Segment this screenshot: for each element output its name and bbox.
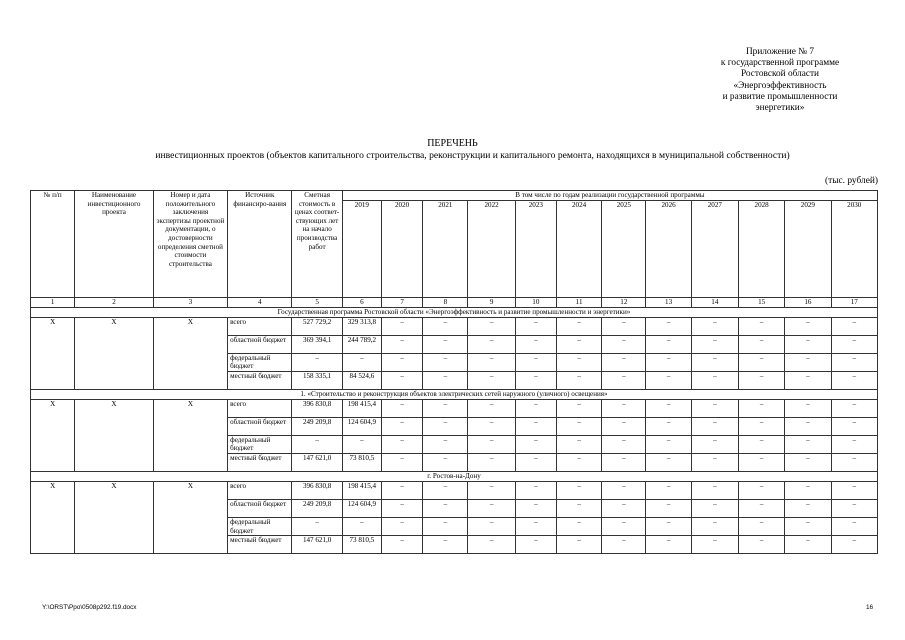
year-cell: – [831,536,877,554]
year-cell: – [381,499,422,517]
header-cost: Сметная стоимость в ценах соответ-ствующих лет на начало производства работ [292,191,342,298]
column-number: 8 [423,297,468,307]
year-cell: – [738,335,784,353]
year-cell: – [646,536,691,554]
year-cell: – [381,481,422,499]
year-cell: – [423,417,468,435]
year-cell: – [381,536,422,554]
year-cell: – [556,499,601,517]
year-cell: – [515,335,556,353]
year-cell: – [556,517,601,535]
year-cell: – [515,399,556,417]
source-cell: областной бюджет [228,335,292,353]
year-cell: – [691,499,738,517]
year-cell: – [556,417,601,435]
header-year-2029: 2029 [785,200,831,297]
source-cell: местный бюджет [228,536,292,554]
year-2019-cell: 329 313,8 [342,317,381,335]
year-cell: – [515,517,556,535]
cross-mark: Х [75,481,153,553]
header-year-2026: 2026 [646,200,691,297]
header-year-2030: 2030 [831,200,877,297]
year-cell: – [646,399,691,417]
year-cell: – [691,317,738,335]
year-cell: – [556,399,601,417]
source-cell: федеральный бюджет [228,353,292,371]
section-title: 1. «Строительство и реконструкция объектов электрических сетей наружного (уличного) освещения» [31,389,878,399]
document-subtitle: инвестиционных проектов (объектов капитального строительства, реконструкции и капитального ремонта, находящихся в муниципальной собственности) [155,150,790,161]
year-cell: – [602,317,646,335]
year-cell: – [785,335,831,353]
appendix-line: «Энергоэффективность [733,80,827,91]
year-cell: – [831,453,877,471]
header-expertise: Номер и дата положительного заключения экспертизы проектной документации, о достоверности определения сметной стоимости строительства [153,191,227,298]
header-year-2023: 2023 [515,200,556,297]
year-cell: – [515,481,556,499]
year-cell: – [738,317,784,335]
column-number: 9 [468,297,515,307]
year-cell: – [738,481,784,499]
year-cell: – [831,499,877,517]
source-cell: всего [228,317,292,335]
year-cell: – [691,536,738,554]
cross-mark: Х [153,317,227,389]
year-cell: – [646,499,691,517]
year-cell: – [556,335,601,353]
year-cell: – [515,353,556,371]
year-cell: – [785,435,831,453]
column-number: 15 [738,297,784,307]
year-cell: – [785,481,831,499]
column-number: 2 [75,297,153,307]
column-number: 13 [646,297,691,307]
year-cell: – [423,371,468,389]
cross-mark: Х [153,481,227,553]
cost-cell: – [292,353,342,371]
table-row [31,317,878,335]
units-label: (тыс. рублей) [824,176,878,186]
year-cell: – [646,481,691,499]
column-number: 16 [785,297,831,307]
year-cell: – [423,353,468,371]
year-cell: – [691,371,738,389]
year-cell: – [785,371,831,389]
year-2019-cell: 198 415,4 [342,481,381,499]
table-row [31,399,878,417]
cost-cell: – [292,517,342,535]
year-cell: – [423,435,468,453]
appendix-line: энергетики» [755,103,805,114]
year-2019-cell: 84 524,6 [342,371,381,389]
year-cell: – [381,435,422,453]
appendix-line: Приложение № 7 [745,47,815,57]
header-year-2021: 2021 [423,200,468,297]
year-cell: – [785,399,831,417]
year-2019-cell: – [342,517,381,535]
column-number: 5 [292,297,342,307]
year-cell: – [468,517,515,535]
year-cell: – [468,453,515,471]
cost-cell: 396 830,8 [292,399,342,417]
year-cell: – [381,353,422,371]
year-cell: – [602,536,646,554]
source-cell: всего [228,481,292,499]
year-cell: – [602,517,646,535]
year-cell: – [602,499,646,517]
year-cell: – [556,536,601,554]
source-cell: областной бюджет [228,499,292,517]
year-cell: – [602,353,646,371]
year-cell: – [602,371,646,389]
appendix-line: Ростовской области [740,69,820,80]
header-year-2027: 2027 [691,200,738,297]
column-number: 6 [342,297,381,307]
cross-mark: Х [31,399,75,471]
cost-cell: 527 729,2 [292,317,342,335]
source-cell: местный бюджет [228,371,292,389]
year-cell: – [515,317,556,335]
year-cell: – [602,399,646,417]
year-cell: – [831,417,877,435]
table-row [31,481,878,499]
column-number: 7 [381,297,422,307]
source-cell: областной бюджет [228,417,292,435]
year-cell: – [515,371,556,389]
column-number: 11 [556,297,601,307]
year-cell: – [423,399,468,417]
document-title: ПЕРЕЧЕНЬ [427,138,478,149]
year-cell: – [738,417,784,435]
year-cell: – [468,317,515,335]
year-cell: – [646,335,691,353]
year-cell: – [646,453,691,471]
year-cell: – [738,353,784,371]
year-cell: – [602,335,646,353]
year-cell: – [556,317,601,335]
cost-cell: 369 394,1 [292,335,342,353]
year-cell: – [423,453,468,471]
year-cell: – [738,453,784,471]
year-2019-cell: 198 415,4 [342,399,381,417]
year-2019-cell: – [342,353,381,371]
column-number: 14 [691,297,738,307]
source-cell: местный бюджет [228,453,292,471]
header-year-2022: 2022 [468,200,515,297]
year-cell: – [646,417,691,435]
year-cell: – [515,435,556,453]
column-number: 12 [602,297,646,307]
year-cell: – [556,435,601,453]
year-cell: – [423,317,468,335]
year-cell: – [515,417,556,435]
year-cell: – [381,417,422,435]
year-cell: – [646,517,691,535]
year-cell: – [691,335,738,353]
section-title: Государственная программа Ростовской области «Энергоэффективность и развитие промышленности и энергетики» [31,307,878,317]
column-number: 17 [831,297,877,307]
appendix-line: и развитие промышленности [722,91,838,102]
year-cell: – [831,335,877,353]
year-cell: – [423,481,468,499]
column-number: 10 [515,297,556,307]
year-cell: – [831,317,877,335]
year-cell: – [646,317,691,335]
year-cell: – [646,435,691,453]
appendix-line: к государственной программе [720,58,840,69]
year-cell: – [691,517,738,535]
cost-cell: 249 209,8 [292,417,342,435]
cost-cell: 147 621,0 [292,536,342,554]
year-cell: – [602,453,646,471]
year-2019-cell: 244 789,2 [342,335,381,353]
year-2019-cell: 73 810,5 [342,536,381,554]
cost-cell: 249 209,8 [292,499,342,517]
year-cell: – [423,335,468,353]
header-year-2025: 2025 [602,200,646,297]
year-cell: – [468,371,515,389]
year-cell: – [381,335,422,353]
appendix-block [700,47,860,114]
year-cell: – [468,536,515,554]
year-cell: – [785,417,831,435]
year-cell: – [831,353,877,371]
year-cell: – [738,536,784,554]
cross-mark: Х [153,399,227,471]
year-cell: – [423,536,468,554]
year-2019-cell: 73 810,5 [342,453,381,471]
year-cell: – [515,453,556,471]
year-cell: – [831,399,877,417]
year-cell: – [381,399,422,417]
column-number: 4 [228,297,292,307]
year-cell: – [468,335,515,353]
year-cell: – [691,353,738,371]
year-cell: – [556,453,601,471]
year-cell: – [515,499,556,517]
cross-mark: Х [75,399,153,471]
header-year-2024: 2024 [556,200,601,297]
year-cell: – [738,435,784,453]
year-cell: – [646,353,691,371]
year-cell: – [556,353,601,371]
year-cell: – [381,371,422,389]
investment-projects-table [30,190,878,554]
year-2019-cell: 124 604,9 [342,417,381,435]
year-cell: – [785,536,831,554]
year-cell: – [831,481,877,499]
section-title: г. Ростов-на-Дону [31,471,878,481]
year-cell: – [831,435,877,453]
year-cell: – [423,499,468,517]
cost-cell: 158 335,1 [292,371,342,389]
year-cell: – [691,435,738,453]
header-source: Источник финансиро-вания [228,191,292,298]
cost-cell: 147 621,0 [292,453,342,471]
year-cell: – [515,536,556,554]
year-cell: – [556,481,601,499]
year-cell: – [691,453,738,471]
column-number: 1 [31,297,75,307]
header-year-2019: 2019 [342,200,381,297]
cross-mark: Х [31,481,75,553]
cost-cell: 396 830,8 [292,481,342,499]
year-cell: – [468,399,515,417]
year-cell: – [785,353,831,371]
year-cell: – [602,435,646,453]
year-cell: – [831,517,877,535]
year-cell: – [738,371,784,389]
year-cell: – [423,517,468,535]
year-cell: – [785,517,831,535]
year-cell: – [691,481,738,499]
year-cell: – [381,517,422,535]
year-cell: – [785,453,831,471]
column-number: 3 [153,297,227,307]
year-cell: – [738,399,784,417]
year-cell: – [381,453,422,471]
year-cell: – [468,481,515,499]
year-cell: – [785,499,831,517]
cost-cell: – [292,435,342,453]
header-name: Наименование инвестиционного проекта [75,191,153,298]
header-year-2028: 2028 [738,200,784,297]
year-cell: – [785,317,831,335]
year-cell: – [468,499,515,517]
header-year-2020: 2020 [381,200,422,297]
year-cell: – [468,435,515,453]
year-2019-cell: – [342,435,381,453]
source-cell: всего [228,399,292,417]
year-cell: – [738,499,784,517]
page-number: 16 [866,604,874,611]
year-cell: – [646,371,691,389]
year-cell: – [831,371,877,389]
cross-mark: Х [75,317,153,389]
year-cell: – [691,399,738,417]
source-cell: федеральный бюджет [228,435,292,453]
year-cell: – [468,417,515,435]
year-cell: – [691,417,738,435]
year-cell: – [602,417,646,435]
year-cell: – [381,317,422,335]
footer-file-path: Y:\ORST\Ppo\0508p292.f19.docx [42,604,137,611]
year-2019-cell: 124 604,9 [342,499,381,517]
year-cell: – [738,517,784,535]
year-cell: – [556,371,601,389]
source-cell: федеральный бюджет [228,517,292,535]
cross-mark: Х [31,317,75,389]
year-cell: – [602,481,646,499]
header-num: № п/п [31,191,75,298]
year-cell: – [468,353,515,371]
header-years-group: В том числе по годам реализации государственной программы [342,191,877,201]
